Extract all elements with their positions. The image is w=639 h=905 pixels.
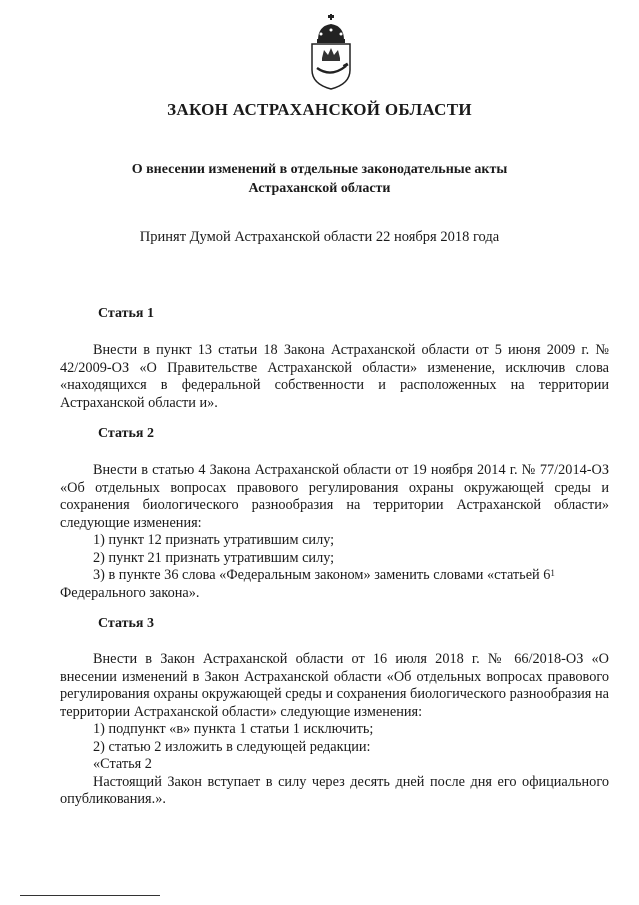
- article-2-item-3-continuation: Федерального закона».: [60, 584, 200, 601]
- article-2-heading: Статья 2: [98, 426, 154, 441]
- article-1-heading: Статья 1: [98, 306, 154, 321]
- article-2-item-2: 2) пункт 21 признать утратившим силу;: [93, 549, 335, 566]
- article-3-heading: Статья 3: [98, 616, 154, 631]
- footer-divider: [20, 895, 160, 896]
- article-3-item-2: 2) статью 2 изложить в следующей редакции:: [93, 738, 371, 755]
- law-title: ЗАКОН АСТРАХАНСКОЙ ОБЛАСТИ: [167, 100, 472, 119]
- article-1-body: [60, 342, 609, 412]
- astrakhan-coat-of-arms-icon: [304, 14, 358, 90]
- article-1-text: Внести в пункт 13 статьи 18 Закона Астраханской области от 5 июня 2009 г. № 42/2009-ОЗ «О Правительстве Астраханской области» изменение, исключив слова «находящихся в федеральной собственности и расположенных на территории Астраханской области и».: [60, 342, 609, 411]
- adoption-date: Принят Думой Астраханской области 22 ноября 2018 года: [139, 229, 500, 245]
- article-2-item-3-text: 3) в пункте 36 слова «Федеральным законом» заменить словами «статьей 6: [93, 567, 551, 583]
- quoted-article-heading: «Статья 2: [93, 756, 152, 772]
- article-2-body: [60, 462, 609, 602]
- quoted-article-text: Настоящий Закон вступает в силу через десять дней после дня его официального опубликования.».: [60, 773, 609, 807]
- subtitle-line: Астраханской области: [248, 181, 391, 196]
- superscript: 1: [550, 568, 555, 578]
- law-subtitle: [60, 160, 579, 198]
- subtitle-line: О внесении изменений в отдельные законодательные акты: [131, 162, 508, 177]
- article-3-item-1: 1) подпункт «в» пункта 1 статьи 1 исключить;: [93, 721, 374, 737]
- article-2-text: Внести в статью 4 Закона Астраханской области от 19 ноября 2014 г. № 77/2014-ОЗ «Об отдельных вопросах правового регулирования охраны окружающей среды и сохранения биологического разнообразия на территории Астраханской области» следующие изменения:: [60, 462, 609, 531]
- article-2-item-3: [60, 567, 609, 585]
- article-3-body: [60, 651, 609, 809]
- article-2-item-1: 1) пункт 12 признать утратившим силу;: [93, 532, 335, 548]
- article-3-text: Внести в Закон Астраханской области от 16 июля 2018 г. № 66/2018-ОЗ «О внесении изменений в Закон Астраханской области «Об отдельных вопросах правового регулирования охраны окружающей среды и сохранения биологического разнообразия на территории Астраханской области» следующие изменения:: [60, 651, 609, 720]
